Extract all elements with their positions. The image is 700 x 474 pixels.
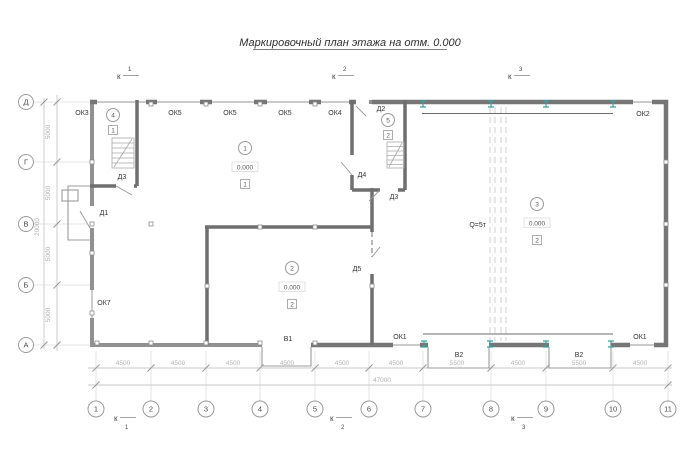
dim-value: 5500 (571, 360, 587, 367)
label-ok5-2: ОК5 (223, 110, 237, 117)
opening-labels (75, 106, 650, 359)
axis-label: А (23, 340, 29, 350)
label-ok1-2: ОК1 (633, 334, 647, 341)
wall-piers (90, 100, 668, 347)
column-marker (149, 102, 153, 106)
partition-walls (90, 100, 405, 345)
floor-type-value: 2 (386, 132, 390, 140)
porch-outline (68, 186, 90, 240)
label-v2-1: В2 (454, 352, 464, 359)
axis-label: 8 (488, 404, 494, 414)
column-marker (664, 160, 668, 164)
axis-label: Б (23, 280, 29, 290)
column-marker (258, 102, 262, 106)
crane-rails (422, 114, 613, 335)
column-marker (313, 102, 317, 106)
room-number: 2 (290, 265, 294, 273)
label-v1: В1 (283, 336, 293, 343)
label-d3-left: Д3 (117, 174, 127, 181)
drawing-title: Маркировочный план этажа на отм. 0.000 (239, 37, 461, 49)
column-marker (204, 341, 208, 345)
section-letter: к (511, 414, 515, 423)
elevation-value: 0.000 (236, 164, 254, 172)
section-mark-2-top (332, 67, 354, 81)
left-dimensions (34, 95, 61, 351)
dim-value: 5000 (45, 246, 52, 262)
crane-columns (420, 101, 616, 347)
column-axes (88, 401, 676, 417)
column-marker (370, 284, 374, 288)
crane-bridge-dashed (490, 107, 506, 341)
column-marker (664, 283, 668, 287)
section-letter: к (330, 414, 334, 423)
label-ok7: ОК7 (97, 300, 111, 307)
section-number: 1 (125, 425, 129, 431)
section-letter: к (114, 414, 118, 423)
column-marker (205, 284, 209, 288)
dim-value: 4500 (334, 360, 350, 367)
dim-value: 4500 (225, 360, 241, 367)
column-marker (90, 251, 94, 255)
exterior-walls (88, 98, 668, 349)
axis-label: 4 (257, 404, 263, 414)
dim-value: 4500 (388, 360, 404, 367)
section-number: 2 (341, 425, 345, 431)
door-swing-d4 (341, 162, 352, 175)
dim-value: 4500 (510, 360, 526, 367)
label-d1: Д1 (99, 210, 109, 217)
floor-type-value: 1 (111, 127, 115, 135)
crane-capacity-label: Q=5т (469, 222, 486, 229)
dim-value: 5000 (45, 307, 52, 323)
column-marker (90, 222, 94, 226)
elevation-value: 0.000 (528, 220, 546, 228)
floor-type-value: 2 (535, 237, 539, 245)
label-v2-2: В2 (574, 352, 584, 359)
section-number: 1 (128, 67, 132, 73)
room-number: 3 (535, 201, 539, 209)
section-mark-1-top (117, 67, 139, 81)
row-axes (19, 95, 91, 353)
section-mark-2-bottom (330, 414, 352, 431)
dim-value: 5500 (449, 360, 465, 367)
axis-label: Г (23, 157, 29, 167)
column-marker (204, 102, 208, 106)
door-swing-d5 (372, 247, 380, 257)
dim-value: 5000 (45, 185, 52, 201)
bottom-dimensions (88, 360, 672, 389)
gate-gap-v2-2 (549, 341, 611, 349)
door-swing-d2 (356, 106, 366, 116)
section-letter: к (508, 72, 512, 81)
stair-middle (387, 142, 404, 168)
axis-label: В (23, 219, 29, 229)
axis-label: 6 (366, 404, 372, 414)
dim-value: 4500 (632, 360, 648, 367)
label-ok1-1: ОК1 (393, 334, 407, 341)
column-marker (95, 341, 99, 345)
room-marker-3 (524, 198, 550, 245)
label-d3-mid: Д3 (389, 194, 399, 201)
room-number: 4 (111, 112, 115, 120)
column-marker (149, 222, 153, 226)
gate-gap-v2-1 (428, 341, 489, 349)
label-d2: Д2 (376, 106, 386, 113)
section-mark-3-top (508, 67, 530, 81)
room-marker-4 (107, 109, 120, 135)
column-marker (258, 341, 262, 345)
label-ok4: ОК4 (328, 110, 342, 117)
floor-type-value: 2 (290, 301, 294, 309)
label-ok3: ОК3 (75, 110, 89, 117)
porch-step (62, 190, 78, 201)
section-letter: к (117, 72, 121, 81)
column-marker (149, 341, 153, 345)
column-marker (90, 311, 94, 315)
column-markers (90, 102, 668, 345)
dim-value: 4500 (279, 360, 295, 367)
axis-label: Д (23, 97, 29, 107)
axis-label: 2 (148, 404, 154, 414)
entrance-porch (62, 186, 90, 240)
gate-aprons (262, 347, 611, 368)
floor-type-value: 1 (243, 181, 247, 189)
room-number: 1 (243, 145, 247, 153)
door-gap-d2 (356, 98, 369, 106)
section-letter: к (332, 72, 336, 81)
room-marker-1 (232, 142, 258, 189)
interior-walls (80, 100, 405, 345)
label-d4: Д4 (357, 172, 367, 179)
door-swing-d3-left (116, 186, 132, 195)
column-marker (664, 222, 668, 226)
crane-bay (420, 101, 616, 347)
section-number: 2 (343, 67, 347, 73)
column-marker (258, 225, 262, 229)
section-mark-3-bottom (511, 414, 533, 431)
axis-label: 7 (420, 404, 426, 414)
dim-total-value: 47000 (372, 377, 392, 384)
column-marker (313, 341, 317, 345)
column-marker (90, 160, 94, 164)
room-marker-5 (382, 114, 395, 140)
section-mark-1-bottom (114, 414, 136, 431)
stair-top-left (112, 138, 134, 168)
axis-label: 1 (93, 404, 99, 414)
dim-total-value: 20000 (34, 217, 41, 237)
label-d5: Д5 (352, 266, 362, 273)
room-marker-2 (279, 262, 305, 309)
dim-value: 5000 (45, 124, 52, 140)
axis-label: 10 (608, 404, 618, 414)
label-ok5-3: ОК5 (278, 110, 292, 117)
column-marker (313, 225, 317, 229)
elevation-value: 0.000 (283, 284, 301, 292)
section-number: 3 (522, 425, 526, 431)
wall-outline (90, 100, 668, 347)
label-ok5-1: ОК5 (168, 110, 182, 117)
axis-label: 11 (664, 404, 672, 414)
room-number: 5 (386, 117, 390, 125)
dim-value: 4500 (115, 360, 131, 367)
dim-value: 4500 (170, 360, 186, 367)
axis-label: 9 (543, 404, 549, 414)
section-number: 3 (519, 67, 523, 73)
label-ok2: ОК2 (636, 111, 650, 118)
axis-label: 3 (203, 404, 209, 414)
axis-label: 5 (312, 404, 318, 414)
